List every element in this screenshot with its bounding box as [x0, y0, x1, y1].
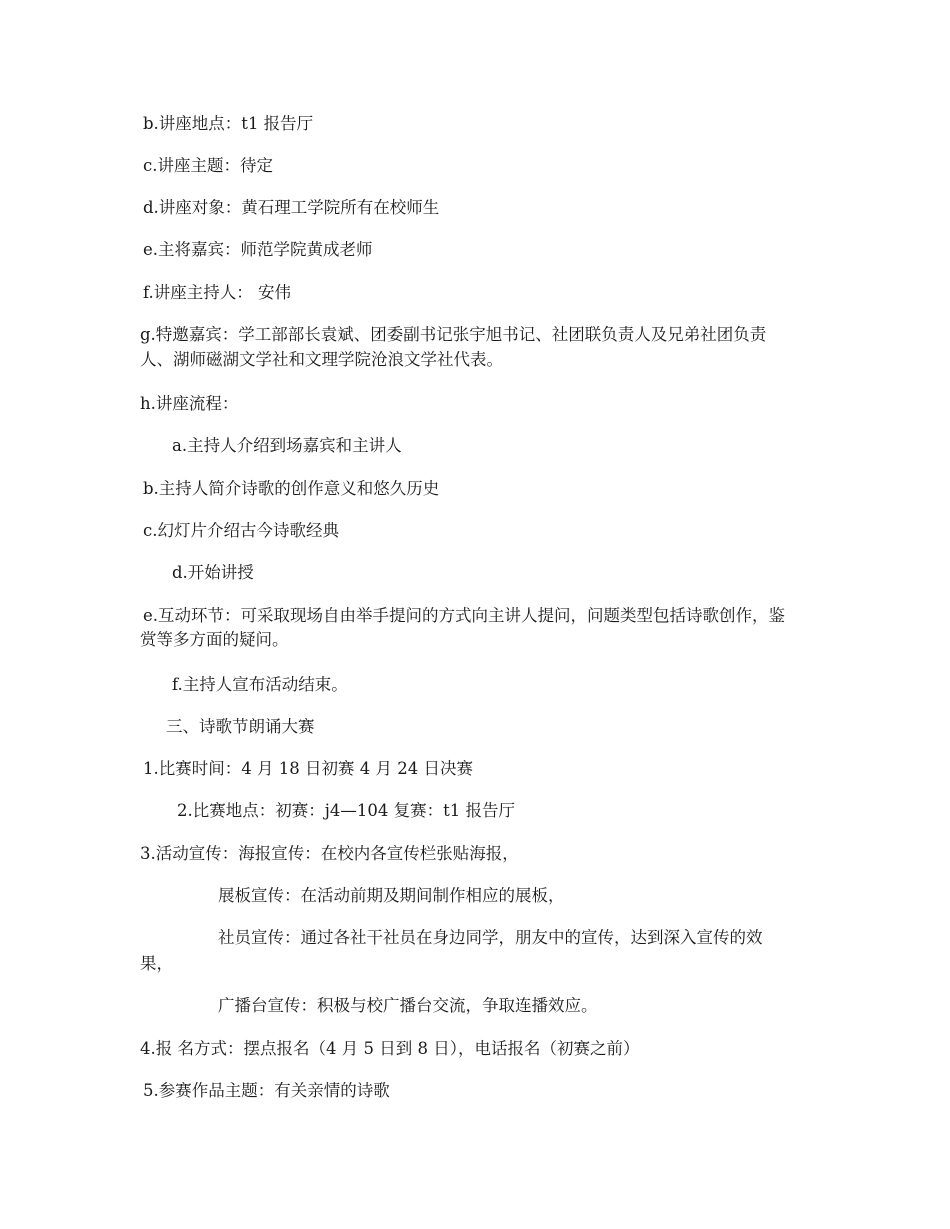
process-e-cont: 赏等多方面的疑问。 — [140, 630, 289, 649]
contest-heading: 三、诗歌节朗诵大赛 — [166, 717, 315, 736]
contest-theme: 5.参赛作品主题：有关亲情的诗歌 — [143, 1081, 390, 1100]
process-d: d.开始讲授 — [172, 563, 254, 582]
promo-member: 社员宣传：通过各社干社员在身边同学，朋友中的宣传，达到深入宣传的效 — [218, 928, 763, 947]
promo-poster: 3.活动宣传：海报宣传：在校内各宣传栏张贴海报， — [140, 844, 519, 863]
lecture-audience: d.讲座对象：黄石理工学院所有在校师生 — [143, 198, 440, 217]
process-b: b.主持人简介诗歌的创作意义和悠久历史 — [143, 479, 440, 498]
lecture-guests-cont: 人、湖师磁湖文学社和文理学院沧浪文学社代表。 — [140, 350, 503, 369]
lecture-location: b.讲座地点：t1 报告厅 — [143, 114, 314, 133]
promo-member-cont: 果， — [140, 954, 173, 973]
promo-board: 展板宣传：在活动前期及期间制作相应的展板， — [218, 886, 565, 905]
lecture-guests: g.特邀嘉宾：学工部部长袁斌、团委副书记张宇旭书记、社团联负责人及兄弟社团负责 — [140, 325, 767, 344]
process-e: e.互动环节：可采取现场自由举手提问的方式向主讲人提问，问题类型包括诗歌创作，鉴 — [143, 606, 786, 625]
process-c: c.幻灯片介绍古今诗歌经典 — [143, 521, 339, 540]
lecture-speaker: e.主将嘉宾：师范学院黄成老师 — [143, 240, 373, 259]
process-f: f.主持人宣布活动结束。 — [172, 675, 348, 694]
lecture-topic: c.讲座主题：待定 — [143, 156, 273, 175]
contest-place: 2.比赛地点：初赛：j4—104 复赛：t1 报告厅 — [177, 801, 515, 820]
contest-signup: 4.报 名方式：摆点报名（4 月 5 日到 8 日），电话报名（初赛之前） — [140, 1039, 640, 1058]
lecture-host: f.讲座主持人： 安伟 — [143, 283, 292, 302]
process-title: h.讲座流程： — [140, 394, 239, 413]
promo-radio: 广播台宣传：积极与校广播台交流，争取连播效应。 — [218, 996, 598, 1015]
contest-time: 1.比赛时间：4 月 18 日初赛 4 月 24 日决赛 — [143, 759, 473, 778]
process-a: a.主持人介绍到场嘉宾和主讲人 — [172, 436, 402, 455]
